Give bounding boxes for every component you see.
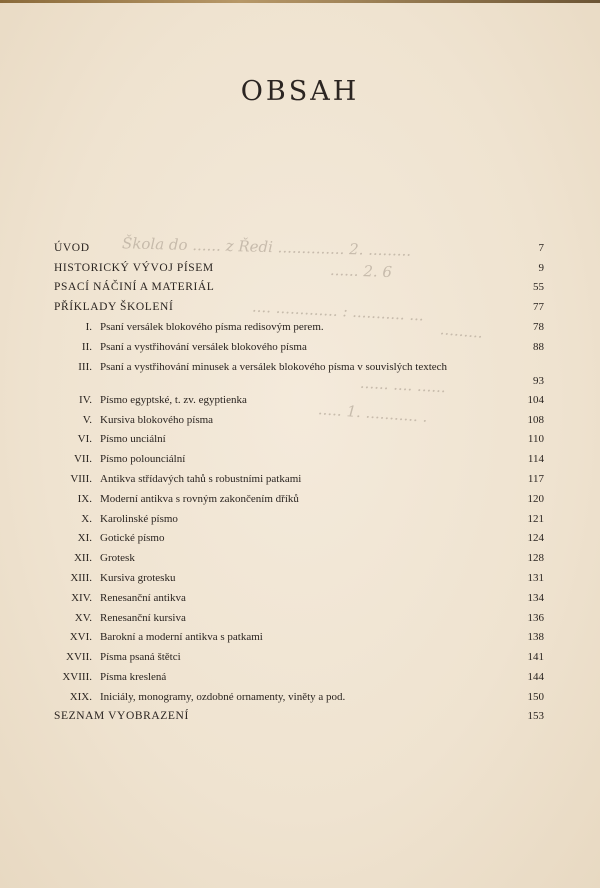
- toc-subentry-label: Kursiva grotesku: [100, 572, 176, 584]
- toc-subentry-number: XIII.: [70, 572, 92, 584]
- toc-subentry-number: XI.: [77, 532, 92, 544]
- pencil-handwriting-3: .... ............. : ........... ...: [251, 297, 425, 325]
- toc-subentry-label: Písmo egyptské, t. zv. egyptienka: [100, 394, 247, 406]
- toc-subentry-number: IV.: [79, 394, 92, 406]
- toc-subentry-number: III.: [78, 361, 92, 373]
- toc-subentry-label: Písmo polounciální: [100, 453, 186, 465]
- toc-subentry-page: 138: [527, 631, 544, 643]
- toc-subentry-label: Kursiva blokového písma: [100, 414, 214, 426]
- toc-entry-label: SEZNAM VYOBRAZENÍ: [54, 710, 189, 722]
- toc-entry-page: 153: [527, 710, 544, 722]
- toc-subentry-page: 128: [527, 552, 544, 564]
- toc-subentry-page: 93: [533, 375, 544, 387]
- toc-subentry-page: 78: [533, 321, 544, 333]
- pencil-handwriting-5: ...... .... ......: [359, 373, 447, 397]
- toc-entry-label: PŘÍKLADY ŠKOLENÍ: [54, 301, 174, 313]
- toc-subentry-label: Antikva střídavých tahů s robustními patkami: [100, 473, 302, 485]
- toc-subentry-number: XVI.: [69, 631, 92, 643]
- toc-subentry-label: Moderní antikva s rovným zakončením dříků: [100, 493, 299, 505]
- toc-entry-label: PSACÍ NÁČINÍ A MATERIÁL: [54, 281, 215, 293]
- toc-subentry-label: Renesanční antikva: [100, 592, 186, 604]
- toc-subentry-number: X.: [81, 513, 92, 525]
- toc-subentry-page: 136: [527, 612, 544, 624]
- toc-subentry-label: Psaní a vystřihování minusek a versálek blokového písma v souvislých textech: [100, 361, 448, 373]
- toc-subentry-label: Psaní versálek blokového písma redisovým perem.: [100, 321, 324, 333]
- pencil-handwriting-6: ..... 1. ........... .: [317, 400, 429, 426]
- toc-subentry-page: 114: [527, 453, 544, 465]
- toc-subentry-number: XV.: [74, 612, 92, 624]
- toc-subentry-label: Písma kreslená: [100, 671, 167, 683]
- toc-subentry-number: XIX.: [69, 691, 92, 703]
- toc-subentry-page: 141: [527, 651, 544, 663]
- toc-entry-label: ÚVOD: [54, 242, 90, 254]
- toc-subentry-number: II.: [81, 341, 92, 353]
- toc-subentry-page: 88: [533, 341, 544, 353]
- toc-subentry-page: 117: [527, 473, 544, 485]
- toc-subentry-number: VIII.: [70, 473, 92, 485]
- toc-subentry-label: Písmo unciální: [100, 433, 166, 445]
- toc-entry-label: HISTORICKÝ VÝVOJ PÍSEM: [54, 262, 214, 274]
- toc-subentry-label: Gotické písmo: [100, 532, 165, 544]
- toc-subentry-page: 108: [527, 414, 544, 426]
- toc-subentry-number: I.: [85, 321, 92, 333]
- toc-subentry-number: XII.: [73, 552, 92, 564]
- toc-subentry-page: 124: [527, 532, 544, 544]
- toc-subentry-page: 120: [527, 493, 544, 505]
- toc-subentry-label: Karolinské písmo: [100, 513, 178, 525]
- toc-subentry-number: V.: [82, 414, 92, 426]
- toc-entry-page: 7: [538, 242, 544, 254]
- toc-entry-page: 77: [533, 301, 544, 313]
- toc-subentry-number: XVIII.: [62, 671, 92, 683]
- toc-subentry-page: 144: [527, 671, 544, 683]
- toc-subentry-number: VI.: [77, 433, 92, 445]
- toc-subentry-label: Barokní a moderní antikva s patkami: [100, 631, 263, 643]
- page-title: OBSAH: [240, 76, 360, 107]
- toc-subentry-page: 104: [527, 394, 544, 406]
- toc-subentry-label: Renesanční kursiva: [100, 612, 186, 624]
- toc-subentry-label: Písma psaná štětci: [100, 651, 181, 663]
- toc-subentry-number: VII.: [73, 453, 92, 465]
- toc-entry-page: 55: [533, 281, 544, 293]
- pencil-handwriting-1: Škola do ...... z Ředi .............. 2. .........: [121, 234, 412, 260]
- toc-subentry-number: IX.: [77, 493, 92, 505]
- toc-subentry-label: Grotesk: [100, 552, 135, 564]
- pencil-handwriting-4: .........: [439, 320, 484, 342]
- toc-subentry-label: Psaní a vystřihování versálek blokového písma: [100, 341, 307, 353]
- toc-subentry-number: XIV.: [71, 592, 92, 604]
- toc-subentry-page: 131: [527, 572, 544, 584]
- toc-subentry-label: Iniciály, monogramy, ozdobné ornamenty, viněty a pod.: [100, 691, 346, 703]
- toc-subentry-number: XVII.: [66, 651, 92, 663]
- toc-subentry-page: 110: [527, 433, 544, 445]
- pencil-handwriting-2: ...... 2. 6: [329, 260, 393, 282]
- toc-entry-page: 9: [538, 262, 544, 274]
- toc-subentry-page: 121: [527, 513, 544, 525]
- toc-subentry-page: 150: [527, 691, 544, 703]
- toc-subentry-page: 134: [527, 592, 544, 604]
